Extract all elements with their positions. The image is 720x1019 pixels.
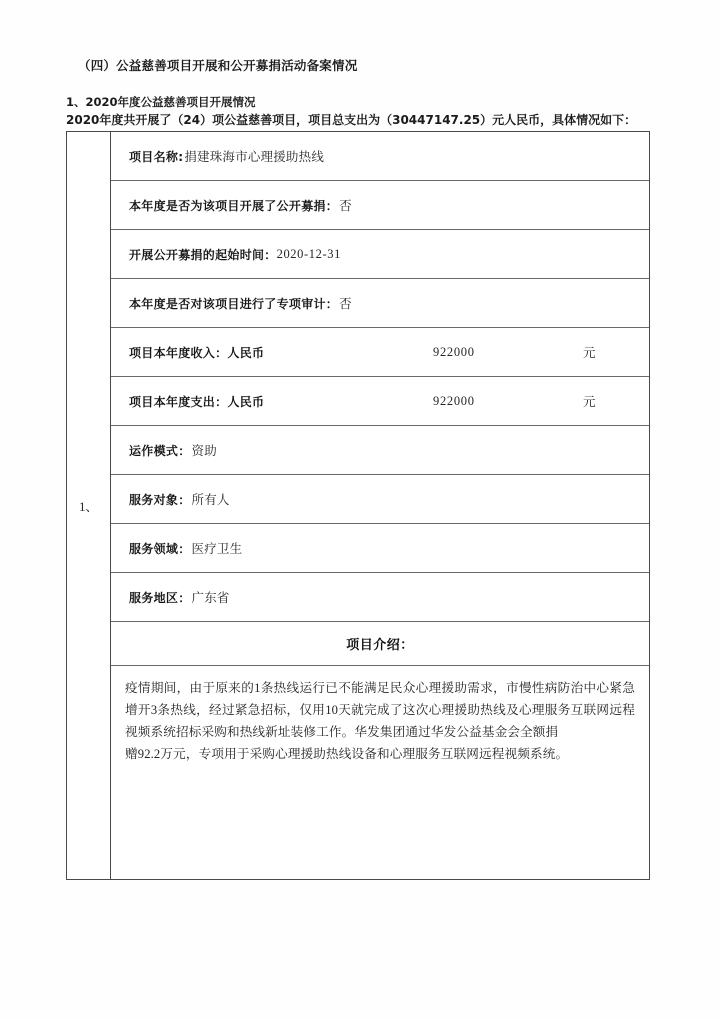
field-label-service-region: 服务地区： <box>129 590 191 605</box>
field-value-fundraising-start-date: 2020-12-31 <box>276 246 341 261</box>
field-label-project-name: 项目名称: <box>129 149 184 164</box>
field-value-special-audit: 否 <box>339 297 352 311</box>
table-row <box>111 426 649 475</box>
field-value-public-fundraising: 否 <box>339 199 352 213</box>
field-value-service-target: 所有人 <box>191 493 230 507</box>
project-introduction-text <box>125 677 635 765</box>
field-label-service-area: 服务领域： <box>129 541 191 556</box>
table-row <box>111 573 649 622</box>
field-unit-annual-expense: 元 <box>583 395 596 409</box>
field-label-special-audit: 本年度是否对该项目进行了专项审计： <box>129 296 339 311</box>
field-value-service-region: 广东省 <box>191 591 230 605</box>
summary-line: 2020年度共开展了（24）项公益慈善项目，项目总支出为（30447147.25）元人民币，具体情况如下： <box>66 113 637 127</box>
field-label-operation-mode: 运作模式： <box>129 443 191 458</box>
table-row <box>111 132 649 181</box>
field-label-annual-income: 项目本年度收入：人民币 <box>129 345 265 360</box>
intro-line-2: 紧急增开3条热线，经过紧急招标，仅用10天就完成了这次心理援助热线及心理服务互 <box>125 681 635 717</box>
field-label-service-target: 服务对象： <box>129 492 191 507</box>
table-row <box>111 377 649 426</box>
project-table <box>66 131 650 880</box>
project-introduction-title: 项目介绍： <box>111 622 649 666</box>
intro-line-3: 联网远程视频系统招标采购和热线新址装修工作。华发集团通过华发公益基金会全额捐 <box>125 703 635 739</box>
field-value-project-name: 捐建珠海市心理援助热线 <box>184 150 325 164</box>
field-unit-annual-income: 元 <box>583 346 596 360</box>
table-row <box>111 279 649 328</box>
table-row <box>111 181 649 230</box>
table-row <box>111 524 649 573</box>
table-row <box>111 475 649 524</box>
table-row <box>111 328 649 377</box>
intro-line-4: 赠92.2万元，专项用于采购心理援助热线设备和心理服务互联网远程视频系统。 <box>125 747 569 761</box>
intro-line-1: 疫情期间，由于原来的1条热线运行已不能满足民众心理援助需求，市慢性病防治中心 <box>125 681 610 695</box>
section-heading: （四）公益慈善项目开展和公开募捐活动备案情况 <box>78 58 358 73</box>
field-value-service-area: 医疗卫生 <box>191 542 243 556</box>
field-label-public-fundraising: 本年度是否为该项目开展了公开募捐： <box>129 198 339 213</box>
project-introduction-body <box>111 666 649 879</box>
table-row <box>111 230 649 279</box>
field-value-annual-income-amount: 922000 <box>433 344 475 359</box>
field-value-annual-expense-amount: 922000 <box>433 393 475 408</box>
field-label-fundraising-start-date: 开展公开募捐的起始时间： <box>129 247 277 262</box>
project-index-cell: 1、 <box>67 132 111 879</box>
subsection-heading: 1、2020年度公益慈善项目开展情况 <box>66 95 256 109</box>
project-fields <box>111 132 649 879</box>
field-value-operation-mode: 资助 <box>191 444 217 458</box>
field-label-annual-expense: 项目本年度支出：人民币 <box>129 394 265 409</box>
